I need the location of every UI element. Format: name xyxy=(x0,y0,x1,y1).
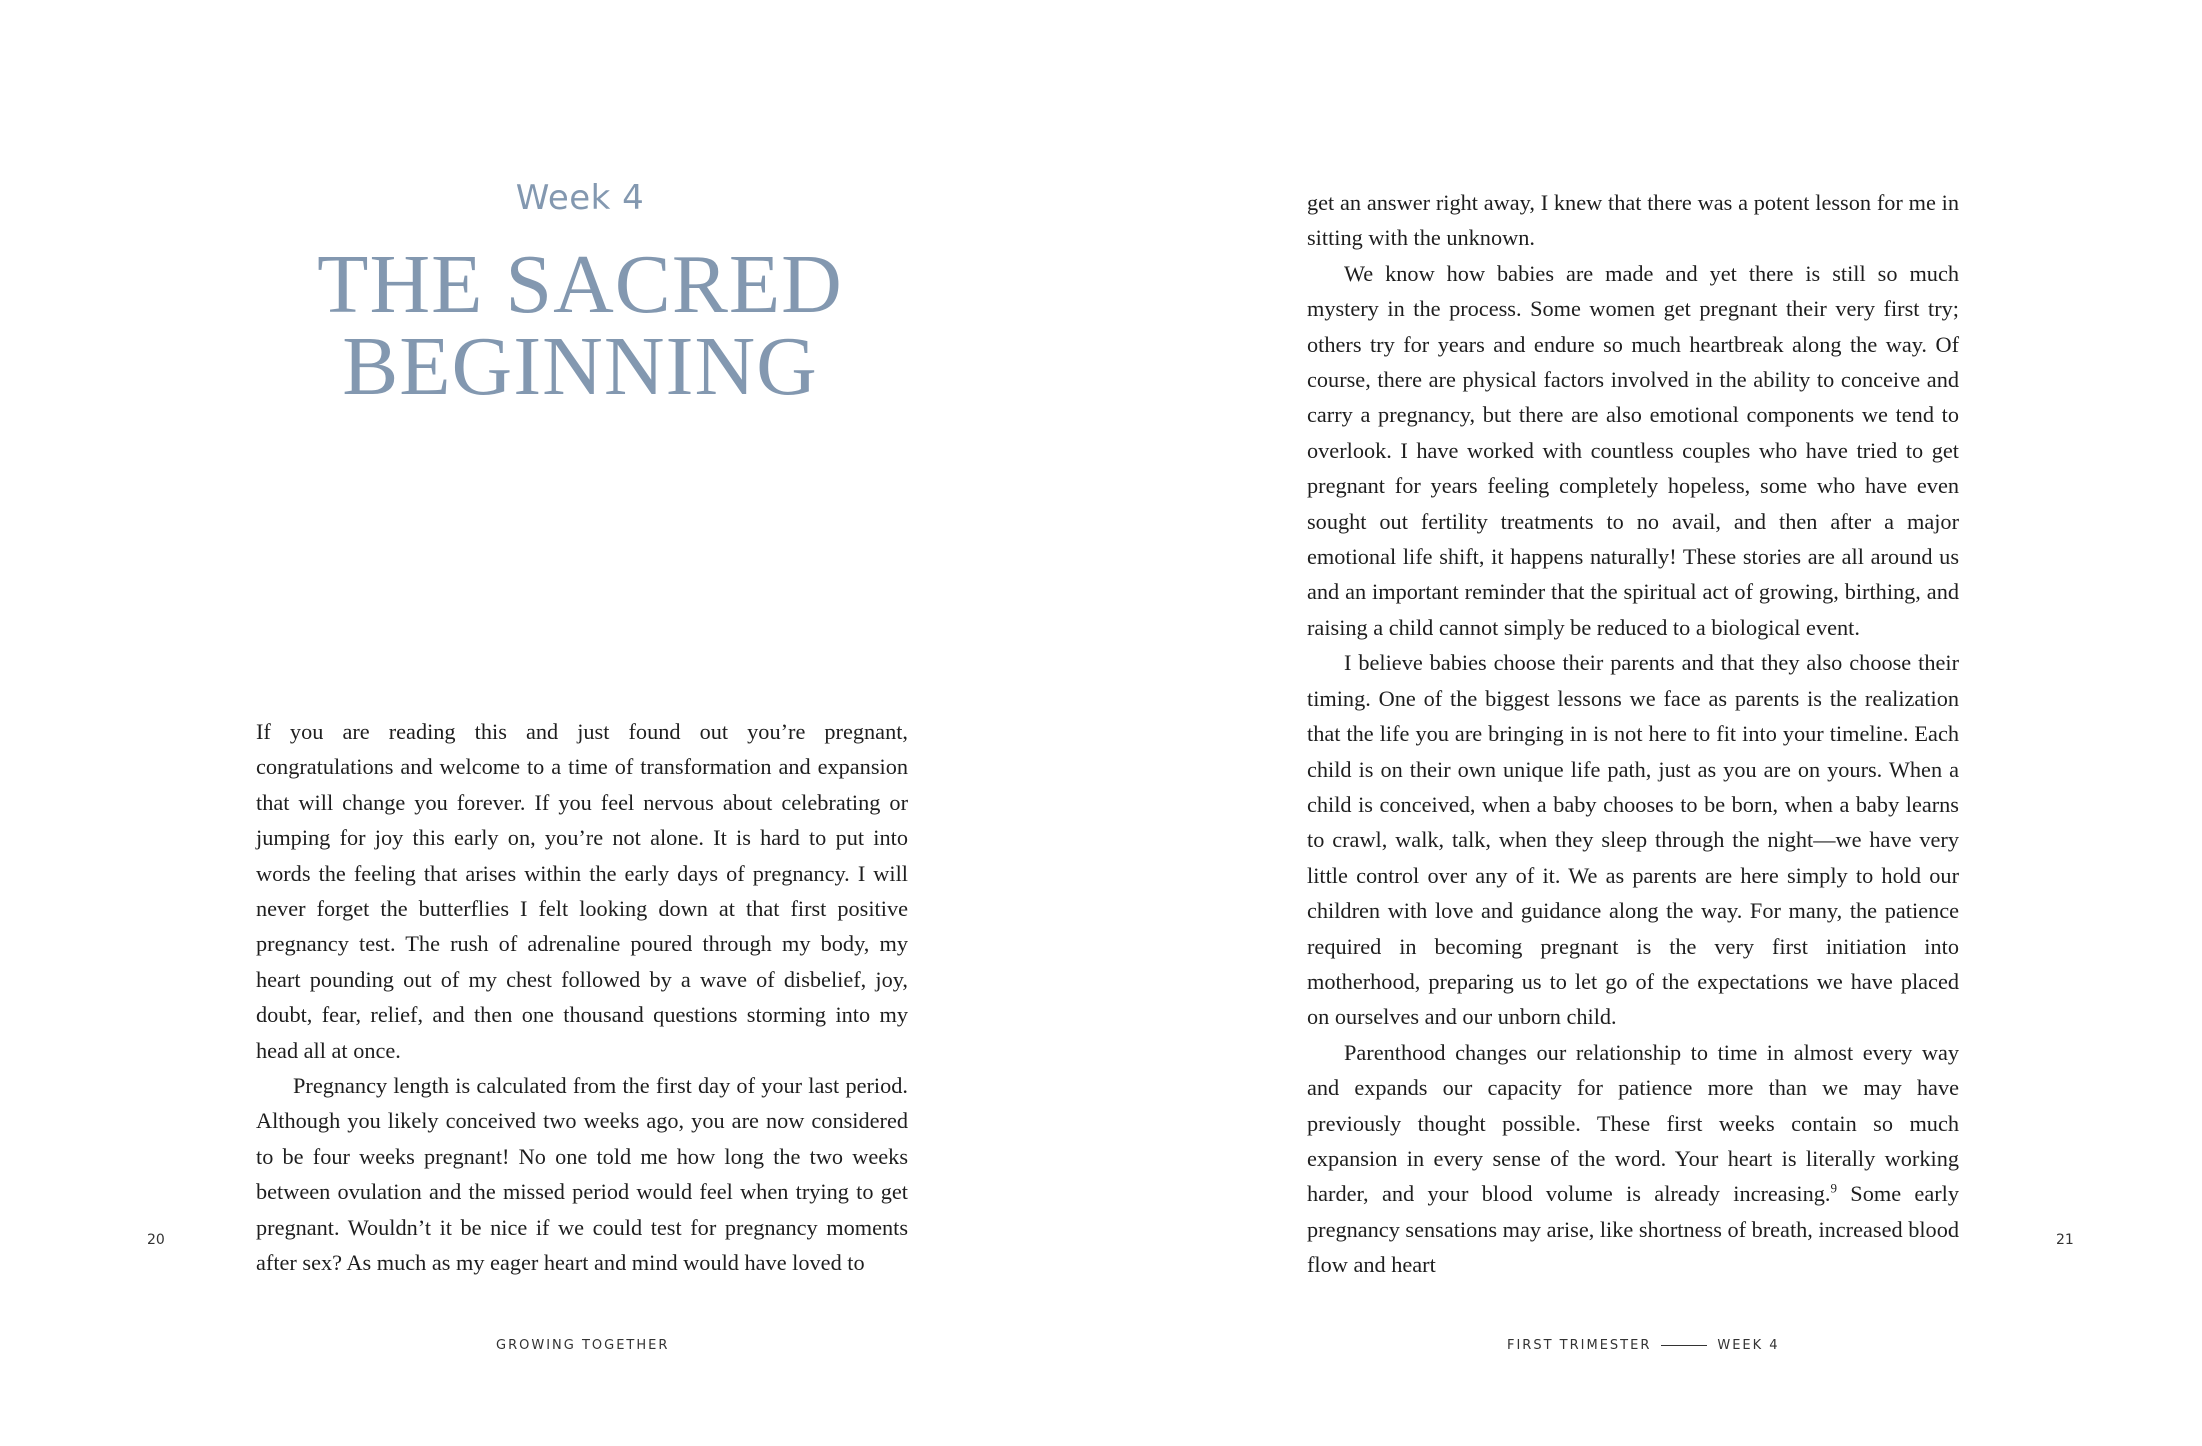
paragraph: If you are reading this and just found out you’re pregnant, congratulations and welcome to a time of transformation and expansion that will change you forever. If you feel nervous about celebrating or jumping for joy this early on, you’re not alone. It is hard to put into words the feeling that arises within the early days of pregnancy. I will never forget the butterflies I felt looking down at that first positive pregnancy test. The rush of adrenaline poured through my body, my heart pounding out of my chest followed by a wave of disbelief, joy, doubt, fear, relief, and then one thousand questions storming into my head all at once. xyxy=(256,719,908,1063)
running-foot-section: FIRST TRIMESTER xyxy=(1507,1338,1652,1353)
chapter-title xyxy=(280,238,880,413)
week-label: Week 4 xyxy=(515,178,645,218)
footnote-marker[interactable]: 9 xyxy=(1830,1180,1837,1196)
paragraph-text: Some early pregnancy sensations may arise, like shortness of breath, increased blood flow and heart xyxy=(1307,1181,1959,1278)
chapter-title-line1: THE SACRED xyxy=(317,238,843,331)
chapter-title-line2: BEGINNING xyxy=(342,320,818,413)
running-foot xyxy=(1507,1338,1780,1353)
running-foot: GROWING TOGETHER xyxy=(496,1338,670,1353)
right-page xyxy=(1101,0,2202,1446)
page-number: 21 xyxy=(2056,1232,2074,1248)
paragraph: We know how babies are made and yet there is still so much mystery in the process. Some women get pregnant their very first try; others try for years and endure so much heartbreak along the way. Of course, there are physical factors involved in the ability to conceive and carry a pregnancy, but there are also emotional components we tend to overlook. I have worked with countless couples who have tried to get pregnant for years feeling completely hopeless, some who have even sought out fertility treatments to no avail, and then after a major emotional life shift, it happens naturally! These stories are all around us and an important reminder that the spiritual act of growing, birthing, and raising a child cannot simply be reduced to a biological event. xyxy=(1307,260,1959,640)
foot-divider xyxy=(1661,1345,1707,1346)
left-body-text xyxy=(256,714,908,1281)
right-body-text xyxy=(1307,185,1959,1283)
page-number: 20 xyxy=(147,1232,165,1248)
paragraph-text: Parenthood changes our relationship to time in almost every way and expands our capacity for patience more than we may have previously thought possible. These first weeks contain so much expansion in every sense of the word. Your heart is literally working harder, and your blood volume is already increasing. xyxy=(1307,1039,1959,1207)
paragraph: I believe babies choose their parents and that they also choose their timing. One of the biggest lessons we face as parents is the realization that the life you are bringing in is not here to fit into your timeline. Each child is on their own unique life path, just as you are on yours. When a child is conceived, when a baby chooses to be born, when a baby learns to crawl, walk, talk, when they sleep through the night—we have very little control over any of it. We as parents are here simply to hold our children with love and guidance along the way. For many, the patience required in becoming pregnant is the very first initiation into motherhood, preparing us to let go of the expectations we have placed on ourselves and our unborn child. xyxy=(1307,650,1959,1030)
running-foot-chapter: WEEK 4 xyxy=(1717,1338,1780,1353)
paragraph xyxy=(1307,1035,1959,1283)
paragraph: get an answer right away, I knew that there was a potent lesson for me in sitting with the unknown. xyxy=(1307,190,1959,251)
paragraph: Pregnancy length is calculated from the first day of your last period. Although you likely conceived two weeks ago, you are now considered to be four weeks pregnant! No one told me how long the two weeks between ovulation and the missed period would feel when trying to get pregnant. Wouldn’t it be nice if we could test for pregnancy moments after sex? As much as my eager heart and mind would have loved to xyxy=(256,1073,908,1276)
